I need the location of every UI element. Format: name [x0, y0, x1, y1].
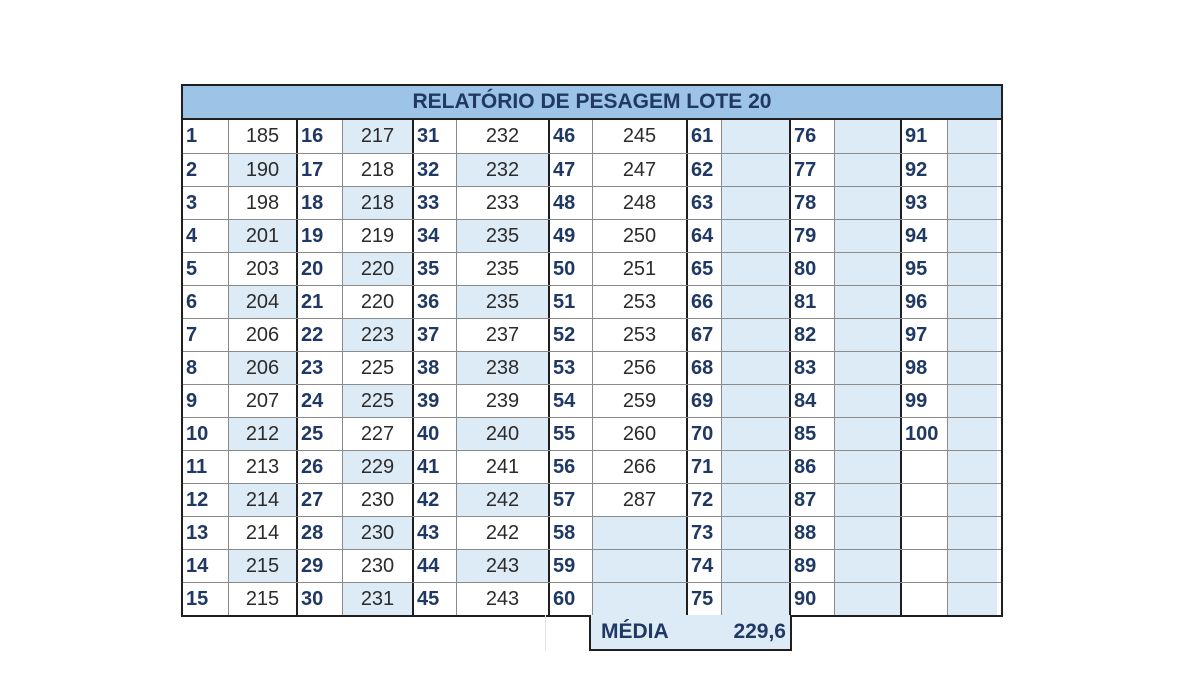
- lot-number-cell: 52: [548, 319, 592, 351]
- weight-value-cell: 248: [592, 187, 686, 219]
- weight-value-cell: [834, 385, 900, 417]
- lot-number-cell: 17: [296, 154, 342, 186]
- weight-value-cell: [721, 286, 789, 318]
- lot-number-cell: 9: [186, 389, 198, 412]
- weight-value-cell: [721, 253, 789, 285]
- weight-value-cell: 287: [592, 484, 686, 516]
- weight-value-cell: 250: [592, 220, 686, 252]
- lot-number-cell: 41: [412, 451, 456, 483]
- weight-value-cell: 253: [592, 286, 686, 318]
- table-row: [183, 417, 1001, 450]
- table-row: [183, 153, 1001, 186]
- lot-number-cell: 59: [548, 550, 592, 582]
- lot-number-cell: 66: [686, 286, 721, 318]
- weight-value-cell: 235: [456, 286, 548, 318]
- weight-value-cell: [721, 154, 789, 186]
- lot-number-cell: 63: [686, 187, 721, 219]
- lot-number-cell: 3: [186, 191, 198, 214]
- weight-value-cell: [947, 550, 997, 582]
- weight-value-cell: [592, 517, 686, 549]
- lot-number-cell: [900, 550, 947, 582]
- lot-number-cell: 31: [412, 120, 456, 153]
- weight-value-cell: [947, 319, 997, 351]
- lot-number-cell: 15: [186, 587, 209, 610]
- lot-number-cell: 8: [186, 356, 198, 379]
- lot-number-cell: [900, 451, 947, 483]
- weight-value-cell: [721, 220, 789, 252]
- lot-number-cell: 68: [686, 352, 721, 384]
- lot-number-cell: 80: [789, 253, 834, 285]
- weight-value-cell: [721, 385, 789, 417]
- weight-value-cell: [947, 187, 997, 219]
- weight-value-cell: 201: [228, 220, 296, 252]
- average-label: MÉDIA: [601, 620, 669, 643]
- lot-number-cell: 73: [686, 517, 721, 549]
- weight-value-cell: [721, 418, 789, 450]
- lot-number-cell: 78: [789, 187, 834, 219]
- weight-value-cell: 225: [342, 385, 412, 417]
- lot-number-cell: 42: [412, 484, 456, 516]
- weight-value-cell: [834, 451, 900, 483]
- weight-value-cell: [721, 517, 789, 549]
- weight-value-cell: 227: [342, 418, 412, 450]
- lot-number-cell: 69: [686, 385, 721, 417]
- weight-value-cell: [721, 120, 789, 153]
- lot-number-cell: 82: [789, 319, 834, 351]
- weight-value-cell: 235: [456, 253, 548, 285]
- weight-value-cell: 190: [228, 154, 296, 186]
- lot-number-cell: 21: [296, 286, 342, 318]
- weight-value-cell: 220: [342, 286, 412, 318]
- weight-value-cell: 232: [456, 120, 548, 153]
- lot-number-cell: 54: [548, 385, 592, 417]
- weight-value-cell: 243: [456, 550, 548, 582]
- weight-value-cell: 223: [342, 319, 412, 351]
- weight-value-cell: 232: [456, 154, 548, 186]
- lot-number-cell: 70: [686, 418, 721, 450]
- table-row: [183, 120, 1001, 153]
- weight-value-cell: 230: [342, 484, 412, 516]
- lot-number-cell: 100: [900, 418, 947, 450]
- weighing-report-table: [181, 84, 1003, 617]
- lot-number-cell: 28: [296, 517, 342, 549]
- lot-number-cell: 19: [296, 220, 342, 252]
- weight-value-cell: [834, 319, 900, 351]
- lot-number-cell: 72: [686, 484, 721, 516]
- lot-number-cell: 43: [412, 517, 456, 549]
- weight-value-cell: 214: [228, 484, 296, 516]
- table-row: [183, 219, 1001, 252]
- weight-value-cell: 217: [342, 120, 412, 153]
- weight-value-cell: [947, 120, 997, 153]
- lot-number-cell: 16: [296, 120, 342, 153]
- weight-value-cell: [834, 253, 900, 285]
- lot-number-cell: 22: [296, 319, 342, 351]
- lot-number-cell: 1: [186, 125, 198, 147]
- lot-number-cell: 74: [686, 550, 721, 582]
- weight-value-cell: 229: [342, 451, 412, 483]
- weight-value-cell: 231: [342, 583, 412, 615]
- lot-number-cell: 71: [686, 451, 721, 483]
- lot-number-cell: 55: [548, 418, 592, 450]
- weight-value-cell: [947, 286, 997, 318]
- lot-number-cell: 53: [548, 352, 592, 384]
- weight-value-cell: [721, 352, 789, 384]
- weight-value-cell: 218: [342, 187, 412, 219]
- weight-value-cell: 240: [456, 418, 548, 450]
- lot-number-cell: 81: [789, 286, 834, 318]
- lot-number-cell: 37: [412, 319, 456, 351]
- weight-value-cell: 212: [228, 418, 296, 450]
- weight-value-cell: [592, 583, 686, 615]
- weight-value-cell: 247: [592, 154, 686, 186]
- table-row: [183, 549, 1001, 582]
- lot-number-cell: 45: [412, 583, 456, 615]
- lot-number-cell: 83: [789, 352, 834, 384]
- weight-value-cell: 225: [342, 352, 412, 384]
- weight-value-cell: 242: [456, 517, 548, 549]
- weight-value-cell: [592, 550, 686, 582]
- lot-number-cell: 24: [296, 385, 342, 417]
- weight-value-cell: 239: [456, 385, 548, 417]
- lot-number-cell: 48: [548, 187, 592, 219]
- lot-number-cell: 85: [789, 418, 834, 450]
- weight-value-cell: [834, 517, 900, 549]
- weight-value-cell: 204: [228, 286, 296, 318]
- weight-value-cell: [947, 154, 997, 186]
- lot-number-cell: 13: [186, 521, 209, 544]
- weight-value-cell: 214: [228, 517, 296, 549]
- lot-number-cell: 47: [548, 154, 592, 186]
- weight-value-cell: 238: [456, 352, 548, 384]
- weight-value-cell: [947, 220, 997, 252]
- weight-value-cell: 235: [456, 220, 548, 252]
- lot-number-cell: 67: [686, 319, 721, 351]
- lot-number-cell: 6: [186, 290, 198, 313]
- lot-number-cell: 51: [548, 286, 592, 318]
- lot-number-cell: 90: [789, 583, 834, 615]
- weight-value-cell: 230: [342, 517, 412, 549]
- weight-value-cell: 206: [228, 352, 296, 384]
- lot-number-cell: 44: [412, 550, 456, 582]
- lot-number-cell: 14: [186, 554, 209, 577]
- lot-number-cell: 40: [412, 418, 456, 450]
- weight-value-cell: 233: [456, 187, 548, 219]
- lot-number-cell: 26: [296, 451, 342, 483]
- weight-value-cell: 242: [456, 484, 548, 516]
- weight-value-cell: [834, 154, 900, 186]
- weight-value-cell: [721, 550, 789, 582]
- table-row: [183, 384, 1001, 417]
- weight-value-cell: [721, 583, 789, 615]
- lot-number-cell: 89: [789, 550, 834, 582]
- weight-value-cell: [834, 220, 900, 252]
- lot-number-cell: 62: [686, 154, 721, 186]
- weight-value-cell: 259: [592, 385, 686, 417]
- lot-number-cell: 32: [412, 154, 456, 186]
- lot-number-cell: 4: [186, 224, 198, 247]
- lot-number-cell: 91: [900, 120, 947, 153]
- lot-number-cell: 84: [789, 385, 834, 417]
- weight-value-cell: [834, 352, 900, 384]
- lot-number-cell: 61: [686, 120, 721, 153]
- weight-value-cell: [721, 187, 789, 219]
- weight-value-cell: [834, 286, 900, 318]
- lot-number-cell: 38: [412, 352, 456, 384]
- weight-value-cell: 219: [342, 220, 412, 252]
- lot-number-cell: 75: [686, 583, 721, 615]
- table-row: [183, 483, 1001, 516]
- weight-value-cell: 185: [228, 120, 296, 153]
- lot-number-cell: 7: [186, 323, 198, 346]
- weight-value-cell: [721, 319, 789, 351]
- weight-value-cell: 213: [228, 451, 296, 483]
- lot-number-cell: 57: [548, 484, 592, 516]
- weight-value-cell: [947, 418, 997, 450]
- weight-value-cell: 230: [342, 550, 412, 582]
- lot-number-cell: 23: [296, 352, 342, 384]
- weight-value-cell: 218: [342, 154, 412, 186]
- weight-value-cell: [947, 352, 997, 384]
- lot-number-cell: 95: [900, 253, 947, 285]
- weighing-grid: [183, 120, 1001, 615]
- lot-number-cell: 93: [900, 187, 947, 219]
- weight-value-cell: [947, 385, 997, 417]
- lot-number-cell: 11: [186, 455, 208, 478]
- lot-number-cell: [900, 484, 947, 516]
- lot-number-cell: 30: [296, 583, 342, 615]
- weight-value-cell: [947, 484, 997, 516]
- weight-value-cell: 220: [342, 253, 412, 285]
- lot-number-cell: 33: [412, 187, 456, 219]
- divider-line: [545, 615, 546, 651]
- lot-number-cell: 12: [186, 488, 209, 511]
- table-row: [183, 252, 1001, 285]
- weight-value-cell: 260: [592, 418, 686, 450]
- weight-value-cell: 253: [592, 319, 686, 351]
- average-box: [589, 615, 792, 651]
- lot-number-cell: 35: [412, 253, 456, 285]
- lot-number-cell: 29: [296, 550, 342, 582]
- lot-number-cell: 56: [548, 451, 592, 483]
- lot-number-cell: 46: [548, 120, 592, 153]
- lot-number-cell: 50: [548, 253, 592, 285]
- lot-number-cell: 27: [296, 484, 342, 516]
- lot-number-cell: 2: [186, 158, 198, 181]
- lot-number-cell: 18: [296, 187, 342, 219]
- weight-value-cell: [834, 484, 900, 516]
- weight-value-cell: [947, 583, 997, 615]
- lot-number-cell: 98: [900, 352, 947, 384]
- lot-number-cell: 34: [412, 220, 456, 252]
- weight-value-cell: [834, 187, 900, 219]
- average-value: 229,6: [733, 620, 786, 643]
- weight-value-cell: 243: [456, 583, 548, 615]
- lot-number-cell: 65: [686, 253, 721, 285]
- weight-value-cell: [721, 484, 789, 516]
- lot-number-cell: 36: [412, 286, 456, 318]
- lot-number-cell: 49: [548, 220, 592, 252]
- lot-number-cell: 96: [900, 286, 947, 318]
- table-row: [183, 186, 1001, 219]
- weight-value-cell: 215: [228, 550, 296, 582]
- weight-value-cell: [947, 451, 997, 483]
- table-row: [183, 450, 1001, 483]
- weight-value-cell: 245: [592, 120, 686, 153]
- weight-value-cell: [834, 583, 900, 615]
- weight-value-cell: 203: [228, 253, 296, 285]
- lot-number-cell: 97: [900, 319, 947, 351]
- lot-number-cell: 77: [789, 154, 834, 186]
- lot-number-cell: 39: [412, 385, 456, 417]
- weight-value-cell: 198: [228, 187, 296, 219]
- lot-number-cell: 25: [296, 418, 342, 450]
- weight-value-cell: 256: [592, 352, 686, 384]
- lot-number-cell: [900, 517, 947, 549]
- weight-value-cell: [834, 120, 900, 153]
- lot-number-cell: 60: [548, 583, 592, 615]
- lot-number-cell: 5: [186, 257, 198, 280]
- lot-number-cell: 20: [296, 253, 342, 285]
- table-row: [183, 516, 1001, 549]
- lot-number-cell: 92: [900, 154, 947, 186]
- report-title: RELATÓRIO DE PESAGEM LOTE 20: [183, 86, 1001, 120]
- lot-number-cell: 64: [686, 220, 721, 252]
- weight-value-cell: [947, 517, 997, 549]
- lot-number-cell: [900, 583, 947, 615]
- lot-number-cell: 76: [789, 120, 834, 153]
- table-row: [183, 318, 1001, 351]
- lot-number-cell: 88: [789, 517, 834, 549]
- weight-value-cell: 207: [228, 385, 296, 417]
- table-row: [183, 285, 1001, 318]
- weight-value-cell: 206: [228, 319, 296, 351]
- weight-value-cell: [834, 550, 900, 582]
- weight-value-cell: [721, 451, 789, 483]
- lot-number-cell: 87: [789, 484, 834, 516]
- weight-value-cell: [947, 253, 997, 285]
- weight-value-cell: [834, 418, 900, 450]
- weight-value-cell: 251: [592, 253, 686, 285]
- table-row: [183, 351, 1001, 384]
- weight-value-cell: 241: [456, 451, 548, 483]
- lot-number-cell: 99: [900, 385, 947, 417]
- lot-number-cell: 10: [186, 422, 209, 445]
- weight-value-cell: 266: [592, 451, 686, 483]
- lot-number-cell: 79: [789, 220, 834, 252]
- weight-value-cell: 237: [456, 319, 548, 351]
- table-row: [183, 582, 1001, 615]
- lot-number-cell: 86: [789, 451, 834, 483]
- lot-number-cell: 94: [900, 220, 947, 252]
- lot-number-cell: 58: [548, 517, 592, 549]
- weight-value-cell: 215: [228, 583, 296, 615]
